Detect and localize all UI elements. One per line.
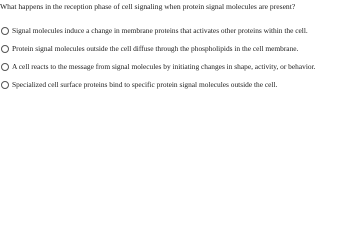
radio-button-1[interactable] (1, 27, 9, 35)
answer-options (0, 26, 350, 98)
radio-button-4[interactable] (1, 81, 9, 89)
answer-option-1[interactable] (0, 26, 350, 36)
answer-option-label: Specialized cell surface proteins bind to specific protein signal molecules outside the cell. (12, 80, 278, 89)
answer-option-2[interactable] (0, 44, 350, 54)
radio-button-3[interactable] (1, 63, 9, 71)
answer-option-3[interactable] (0, 62, 350, 72)
answer-option-label: A cell reacts to the message from signal molecules by initiating changes in shape, activity, or behavior. (12, 62, 316, 71)
answer-option-label: Signal molecules induce a change in membrane proteins that activates other proteins within the cell. (12, 26, 308, 35)
answer-option-label: Protein signal molecules outside the cell diffuse through the phospholipids in the cell membrane. (12, 44, 299, 53)
question-text: What happens in the reception phase of cell signaling when protein signal molecules are present? (0, 2, 296, 11)
radio-button-2[interactable] (1, 45, 9, 53)
answer-option-4[interactable] (0, 80, 350, 90)
